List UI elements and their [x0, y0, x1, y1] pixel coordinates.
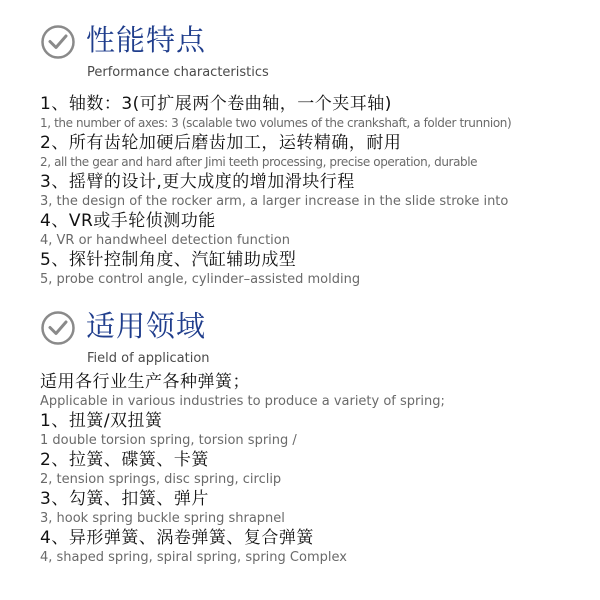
list-item [40, 250, 596, 288]
item-en-text: 1 double torsion spring, torsion spring / [40, 433, 297, 448]
item-en-text: 3, hook spring buckle spring shrapnel [40, 511, 285, 526]
item-cn-text: 5、探针控制角度、汽缸辅助成型 [40, 250, 297, 270]
list-item [40, 94, 596, 132]
list-item [40, 372, 596, 410]
item-cn-text: 1、扭簧/双扭簧 [40, 411, 163, 431]
item-cn-text: 1、轴数：3(可扩展两个卷曲轴，一个夹耳轴) [40, 94, 392, 114]
check-circle-icon [40, 24, 76, 60]
item-en-text: 3, the design of the rocker arm, a larger increase in the slide stroke into [40, 194, 509, 209]
application-list [40, 372, 596, 567]
application-section [0, 306, 600, 565]
list-item [40, 489, 596, 527]
performance-list [40, 94, 596, 289]
application-title: 适用领域 [86, 309, 207, 343]
performance-header [0, 20, 600, 60]
item-en-text: Applicable in various industries to produce a variety of spring; [40, 394, 445, 409]
application-header [0, 306, 600, 346]
item-en-text: 4, shaped spring, spiral spring, spring Complex [40, 550, 347, 565]
item-en-text: 1, the number of axes: 3 (scalable two volumes of the crankshaft, a folder trunnion) [40, 116, 512, 130]
check-circle-icon [40, 310, 76, 346]
item-cn-text: 适用各行业生产各种弹簧； [40, 372, 250, 392]
item-en-text: 4, VR or handwheel detection function [40, 233, 290, 248]
item-cn-text: 4、异形弹簧、涡卷弹簧、复合弹簧 [40, 528, 314, 548]
list-item [40, 211, 596, 249]
item-cn-text: 2、拉簧、碟簧、卡簧 [40, 450, 209, 470]
item-en-text: 2, all the gear and hard after Jimi teeth processing, precise operation, durable [40, 155, 478, 169]
item-cn-text: 2、所有齿轮加硬后磨齿加工，运转精确，耐用 [40, 133, 402, 153]
item-cn-text: 3、勾簧、扣簧、弹片 [40, 489, 209, 509]
list-item [40, 133, 596, 171]
list-item [40, 172, 596, 210]
application-subtitle: Field of application [87, 351, 210, 366]
list-item [40, 411, 596, 449]
performance-section [0, 20, 600, 287]
item-cn-text: 3、摇臂的设计,更大成度的增加滑块行程 [40, 172, 355, 192]
item-cn-text: 4、VR或手轮侦测功能 [40, 211, 216, 231]
item-en-text: 2, tension springs, disc spring, circlip [40, 472, 282, 487]
performance-subtitle: Performance characteristics [87, 65, 269, 80]
list-item [40, 450, 596, 488]
performance-title: 性能特点 [86, 23, 207, 57]
item-en-text: 5, probe control angle, cylinder–assisted molding [40, 272, 361, 287]
list-item [40, 528, 596, 566]
